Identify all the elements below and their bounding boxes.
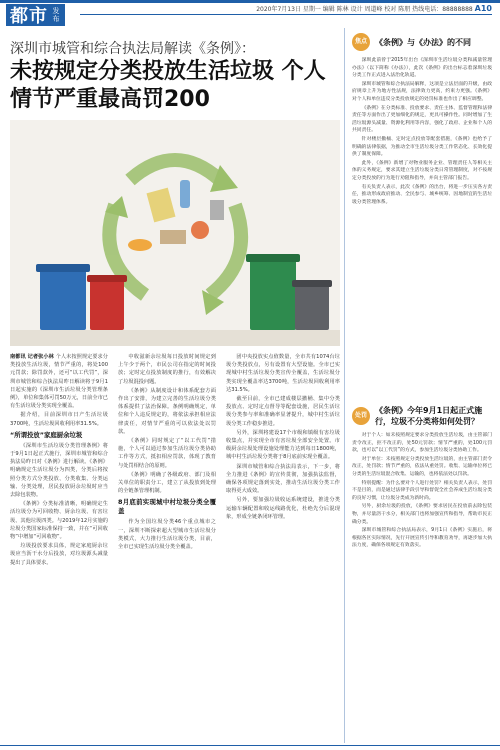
fruit-peel-icon [191,221,209,239]
paragraph: 《深圳市生活垃圾分类管理条例》将于9月1日起正式施行，深圳市城管和综合执法局昨日对《条例》进行解读。《条例》明确规定生活垃圾分为四类，分类后将按照分类方式分类投放、分类收集、分类运输、分类处理，居民投放厨余垃圾时应当去除包装物。 [10,442,108,499]
section-heading: 8月底前实现城中村垃圾分类全覆盖 [118,498,216,516]
article-headline: 未按规定分类投放生活垃圾 个人情节严重最高罚200 [10,59,326,112]
paragraph: 有关负责人表示，此次《条例》的出台，将进一步压实各方责任，推动形成政府推动、全民参与、城乡统筹、因地制宜的生活垃圾分类管理体系。 [352,184,492,205]
paragraph: 截至目前，全市已建成楼层撤桶、集中分类投放点、定时定点督导等配套设施，居民生活垃圾分类参与率和准确率显著提升，城中村生活垃圾分类工作稳步推进。 [226,396,340,427]
can-icon [210,200,224,220]
sidebar-body-penalty [352,432,492,742]
section-badge [6,4,65,26]
cardboard-icon [160,230,186,244]
paragraph: 针对楼层撤桶、定时定点投放等配套措施，《条例》也给予了明确的法律依据，为推动全市生活垃圾分类工作常态化、长效化提供了制度保障。 [352,136,492,158]
sidebar-title: 《条例》与《办法》的不同 [375,37,471,47]
paragraph: 另外，深圳将建设17个市级和镇级有害垃圾收集点，并实现全市有害垃圾全部安全处置。市级厨余垃圾处理设施处理能力达到每日1800吨，城中村生活垃圾分类将于8月底前实现全覆盖。 [226,429,340,461]
article-subtitle: 深圳市城管和综合执法局解读《条例》： [10,41,255,57]
issue-line [256,4,492,13]
illustration-svg [10,120,340,346]
paragraph: 对于单位：未按照规定分类投放生活垃圾的，由主管部门责令改正，处罚款；情节严重的，依法从重处罚。收集、运输单位将已分类的生活垃圾混合收集、运输的，也将依法处以罚款。 [352,456,492,477]
article-column-1 [10,353,108,743]
lead-text: 个人未按照规定要求分类投放生活垃圾，情节严重的，将处100元罚款；除罚款外，还可“以工代罚”，深圳市城管和综合执法局昨日解读将于9月1日起实施的《深圳市生活垃圾分类管理条例》，单位和集体可罚50万元，日前全市已有生活垃圾分类实现全覆盖。 [10,354,108,410]
sidebar-title: 《条例》今年9月1日起正式施行，垃圾不分类将如何处罚？ [375,406,483,426]
bottle-icon [180,180,190,208]
issue-info: 2020年7月13日 星期一 编辑 陈林 设计 周道峰 校对 陈朋 热线电话：88888888 [256,6,473,13]
banana-icon [128,239,152,251]
paragraph: 据介绍，目前深圳市日产生活垃圾3700吨，生活垃圾回收利用率31.5%。 [10,412,108,427]
article-column-2 [118,353,216,743]
paragraph: 深圳市城管和综合执法局解释，这项是立法层面的升级，由政府规章上升为地方性法规，法律效力更高，约束力更强。《条例》对个人和单位违反分类投放规定的处罚标准也作出了相应调整。 [352,81,492,102]
other-waste-bin-icon [292,280,332,330]
section-title: 都市 [10,6,48,27]
article-column-3 [226,353,340,743]
paragraph: 深圳市城管和综合执法局表示，9月1日《条例》实施后，将根据各区实际情况，先行开展宣传引导和教育劝导，再逐步加大执法力度，确保各项规定有效落实。 [352,528,492,549]
paragraph: 此外，《条例》新增了对物业服务企业、管理责任人等相关主体的义务规定，要求其建立生活垃圾分类日常管理制度，对不按规定分类投放的行为进行劝阻和指导，并向主管部门报告。 [352,160,492,181]
kitchen-waste-bin-icon [246,254,300,330]
focus-tag-icon: 焦点 [352,33,370,51]
penalty-tag-icon: 处罚 [352,407,370,425]
paragraph: 《条例》在分类标准、投放要求、责任主体、监督管理和法律责任等方面作出了更加细化的规定，更具可操作性。同时增加了生活垃圾源头减量、资源化利用等内容，强化了政府、企业和个人的共同责任。 [352,105,492,134]
paragraph: 深圳此前曾于2015年出台《深圳市生活垃圾分类和减量管理办法》（以下简称《办法》），此次《条例》的出台标志着深圳垃圾分类工作正式进入法治化轨道。 [352,58,492,79]
sidebar-body-difference [352,57,492,397]
paragraph: 团中央投放实点值数量，全市共有1074台垃圾分类投放点，另有设置有大型设施。全市已实现城中村生活垃圾分类宣传全覆盖，生活垃圾分类实现全覆盖率达3700吨，生活垃圾回收利用率达31.5%。 [226,354,340,393]
paragraph: 特别提醒：为什么要对个人进行处罚？相关负责人表示，处罚不是目的，而是通过法律手段引导和督促全社会养成生活垃圾分类的良好习惯，让垃圾分类成为新时尚。 [352,480,492,501]
recyclable-bin-icon [36,264,90,330]
sidebar-heading-difference [352,33,492,51]
paragraph: 《条例》同时规定了“以工代罚”措施，个人可以通过参加生活垃圾分类协助工作等方式，抵扣相应罚款，体现了教育与处罚相结合的原则。 [118,438,216,469]
paragraph: 深圳市城管和综合执法局表示，下一步，将全力推进《条例》的宣传贯彻，加强执法监督，确保各项规定落到实处，推动生活垃圾分类工作取得更大成效。 [226,463,340,495]
top-rule [0,0,500,3]
paragraph: 《条例》分类标准清晰，明确规定生活垃圾分为可回收物、厨余垃圾、有害垃圾、其他垃圾四类。与2019年12月实施的垃圾分类国家标准保持一致，并在“可回收物”中增加“可回收物”。 [10,501,108,541]
page-number: A10 [474,4,492,13]
paragraph: 另外，厨余垃圾的投放，《条例》要求居民在投放前去除包装物，并尽量沥干水分，相关部门也将加强宣传和指导，帮助市民正确分类。 [352,504,492,525]
paragraph: 《条例》明确了各级政府、部门及相关单位的职责分工，建立了从投放到处理的全链条管理机制。 [118,471,216,495]
garbage-sorting-illustration [10,120,340,346]
sidebar-heading-penalty [352,405,492,427]
paragraph: 《条例》从制度设计和体系配套方面作出了安排，为建立完善的生活垃圾分类体系提供了法治保障。条例明确规定，单位和个人违反规定的，将依法承担相应法律责任，对情节严重的可以依法处以罚款。 [118,387,216,435]
bottom-rule [0,745,500,746]
ground [10,330,340,346]
paragraph: 作为全国垃圾分类46个重点城市之一，深圳不断探索超大型城市生活垃圾分类模式，大力推行生活垃圾分类，目前，全市已实现生活垃圾分类全覆盖。 [118,519,216,551]
lead-paragraph [10,353,108,410]
paragraph: 垃圾投放要求具体，规定家庭厨余垃圾应当沥干水分后投放，对垃圾源头减量提出了具体要求。 [10,543,108,566]
column-divider [344,28,345,743]
paragraph: 另外，要加强垃圾收运系统建设，推进分类运输车辆配置和收运线路优化，杜绝先分后混现象，形成全链条闭环管理。 [226,497,340,520]
section-heading: “所谓投放”家庭厨余垃圾 [10,430,83,439]
paragraph: 对于个人：如未按照规定要求分类投放生活垃圾，由主管部门责令改正，拒不改正的，处50元罚款；情节严重的，处100元罚款，也可以“以工代罚”的方式，参加生活垃圾分类协助工作。 [352,433,492,454]
hazardous-bin-icon [87,275,127,330]
paragraph: 中收滋新余垃圾每日投放时间规定到上午少于两个，市民公司在指定的时间投放；定时定点投放制度的推行，有效解决了垃圾混投问题。 [118,354,216,385]
lead-source: 南都讯 记者张小林 [10,354,54,360]
section-subtitle: 发布 [52,7,60,23]
header-rule [80,14,492,15]
